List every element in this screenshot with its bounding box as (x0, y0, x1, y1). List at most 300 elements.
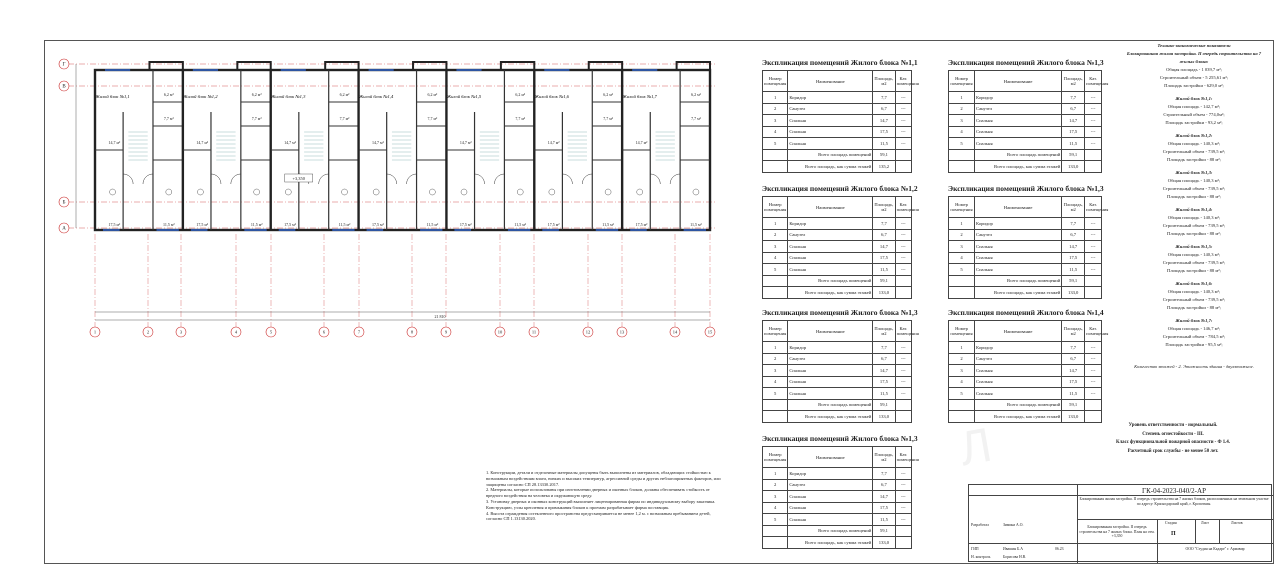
room-area: 17,5 (873, 376, 895, 388)
room-num: 5 (949, 138, 975, 150)
room-name: Спальня (975, 252, 1062, 264)
room-area: 11,5 (873, 138, 895, 150)
tep-block-line: Строительный объем - 774,0м³; (1163, 112, 1225, 117)
room-area: 17,5 (873, 126, 895, 138)
room-cat: --- (895, 342, 911, 354)
room-marker (693, 189, 699, 195)
technical-economic-indicators (1124, 42, 1264, 371)
room-num: 4 (763, 126, 788, 138)
total-floor-label: Всего площадь помещений (788, 399, 873, 411)
room-name: Спальня (975, 388, 1062, 400)
room-area: 17,5 (1062, 376, 1085, 388)
tep-general-line: Общая площадь - 1 039,7 м²; (1166, 67, 1222, 72)
explication-table-title: Экспликация помещений Жилого блока №1,3 (762, 434, 918, 443)
tep-block-line: Площадь застройки - 88 м²; (1167, 194, 1221, 199)
room-name: Спальня (788, 126, 873, 138)
room-area-label: 6,2 м² (427, 92, 438, 97)
room-cat: --- (895, 388, 911, 400)
room-cat: --- (895, 264, 911, 276)
table-total-floor (763, 525, 912, 537)
room-num: 2 (763, 229, 788, 241)
total-floor-label: Всего площадь помещений (975, 149, 1062, 161)
room-area-label: 7,7 м² (603, 116, 613, 121)
tep-block-name: Жилой блок №1,6: (1175, 281, 1213, 286)
table-row (949, 229, 1102, 241)
room-num: 4 (949, 376, 975, 388)
total-label: Всего площадь, как сумма этажей (788, 161, 873, 173)
total-floor-value: 59,1 (1062, 149, 1085, 161)
explication-table (948, 58, 1109, 173)
room-area: 6,7 (1062, 229, 1085, 241)
room-name: Санузел (975, 103, 1062, 115)
room-marker (517, 189, 523, 195)
building-conditions (1078, 422, 1268, 456)
tep-block-name: Жилой блок №1,1: (1175, 96, 1213, 101)
name-gip: Ивашин Б.А (1003, 547, 1023, 551)
tep-block-name: Жилой блок №1,4: (1175, 207, 1213, 212)
room-name: Санузел (788, 479, 873, 491)
room-area: 11,5 (873, 264, 895, 276)
project-description: Блокированная жилая застройка. II очередь строительства на 7 жилых блоков, расположенных на земельном участке по адресу: Краснодарский край, г. Кропоткин. (1079, 497, 1269, 506)
tep-block-name: Жилой блок №1,3: (1175, 170, 1213, 175)
col-header-cat: Кат. помещения (895, 321, 911, 342)
tep-general-line: Площадь застройки - 629,0 м²; (1164, 83, 1224, 88)
room-num: 4 (763, 376, 788, 388)
axis-label: А (62, 226, 66, 232)
room-area-label: 7,7 м² (427, 116, 438, 121)
room-area: 11,5 (873, 388, 895, 400)
total-value: 133,0 (1062, 411, 1085, 423)
room-num: 1 (949, 342, 975, 354)
room-area-label: 17,5 м² (284, 222, 296, 227)
table-header-row (949, 71, 1102, 92)
axis-label: Г (62, 62, 66, 68)
axis-label: 14 (672, 329, 678, 335)
room-area: 14,7 (1062, 241, 1085, 253)
table-row (949, 252, 1102, 264)
table-row (763, 115, 912, 127)
room-area-label: 11,5 м² (250, 222, 263, 227)
axis-label: 2 (146, 329, 150, 335)
total-label: Всего площадь, как сумма этажей (975, 287, 1062, 299)
room-name: Коридор (788, 342, 873, 354)
room-cat: --- (1085, 126, 1102, 138)
room-name: Спальня (975, 126, 1062, 138)
table-row (949, 264, 1102, 276)
table-total-floor (763, 149, 912, 161)
room-num: 1 (949, 218, 975, 230)
door-swing (319, 174, 329, 184)
room-area: 14,7 (1062, 115, 1085, 127)
room-num: 3 (763, 365, 788, 377)
tep-block-line: Площадь застройки - 88 м²; (1167, 268, 1221, 273)
col-header-cat: Кат. помещения (895, 447, 911, 468)
table-header-row (763, 321, 912, 342)
table-header-row (763, 71, 912, 92)
table-row (763, 138, 912, 150)
condition-line: Класс функциональной пожарной опасности - Ф 1.4. (1116, 440, 1230, 445)
room-cat: --- (1085, 241, 1102, 253)
room-name: Коридор (788, 92, 873, 104)
col-header-num: Номер помещения (949, 71, 975, 92)
col-header-area: Площадь, м2 (873, 197, 895, 218)
total-floor-value: 59,1 (873, 399, 895, 411)
tep-subtitle: Блокированная жилая застройка. II очередь строительства на 7 жилых блока: (1126, 51, 1262, 64)
room-name: Спальня (975, 115, 1062, 127)
explication-table (762, 308, 919, 423)
note-line: 2. Материалы, которые использованы при изготовлении дверных и оконных блоков, должны обеспечивать стойкость от вредного воздействия на человека и окружающую среду. (486, 487, 710, 499)
tep-block-line: Строительный объем - 739,5 м³; (1162, 223, 1226, 228)
door-swing (387, 174, 397, 184)
room-cat: --- (1085, 264, 1102, 276)
table-row (763, 388, 912, 400)
room-cat: --- (895, 365, 911, 377)
axis-label: 8 (410, 329, 414, 335)
room-name: Санузел (788, 103, 873, 115)
table-row (763, 342, 912, 354)
col-header-num: Номер помещения (949, 197, 975, 218)
room-cat: --- (895, 479, 911, 491)
note-line: 3. Установку дверных и оконных конструкций выполняет лицензированная фирма по индивидуальному выбору заказчика. Конструкцию, узлы крепления и примыкания блоков к проемам разрабатывает фирма поставщик. (486, 498, 716, 510)
col-header-area: Площадь, м2 (873, 447, 895, 468)
date: 06.23 (1055, 547, 1064, 551)
explication-table (762, 184, 919, 299)
room-area-label: 14,7 м² (372, 140, 384, 145)
room-cat: --- (1085, 103, 1102, 115)
room-name: Санузел (788, 353, 873, 365)
room-name: Коридор (788, 218, 873, 230)
table-row (763, 252, 912, 264)
col-header-name: Наименование (975, 321, 1062, 342)
room-area: 6,7 (873, 103, 895, 115)
name-normcontrol: Борисова Н.В. (1003, 555, 1027, 559)
room-cat: --- (895, 126, 911, 138)
tep-title: Технико-экономические показатели (1157, 43, 1231, 48)
room-num: 5 (763, 138, 788, 150)
room-area-label: 14,7 м² (284, 140, 296, 145)
room-cat: --- (895, 514, 911, 526)
axis-label: 15 (707, 329, 713, 335)
room-area: 6,7 (873, 353, 895, 365)
table-row (763, 241, 912, 253)
tep-block-line: Общая площадь - 140,3 м²; (1167, 215, 1221, 220)
axis-label: 9 (444, 329, 448, 335)
room-area: 11,5 (1062, 264, 1085, 276)
room-name: Спальня (975, 365, 1062, 377)
room-area: 7,7 (873, 342, 895, 354)
total-floor-value: 59,1 (1062, 275, 1085, 287)
room-cat: --- (895, 229, 911, 241)
tep-block-line: Общая площадь - 146,7 м²; (1167, 326, 1221, 331)
col-header-cat: Кат. помещения (895, 197, 911, 218)
tep-block-line: Площадь застройки - 93,2 м²; (1165, 120, 1223, 125)
table-total (763, 411, 912, 423)
room-cat: --- (1085, 342, 1102, 354)
axis-label: 6 (322, 329, 326, 335)
room-marker (285, 189, 291, 195)
room-num: 1 (763, 342, 788, 354)
room-area: 7,7 (1062, 92, 1085, 104)
room-area-label: 14,7 м² (108, 140, 121, 145)
room-name: Спальня (788, 388, 873, 400)
tep-block-line: Площадь застройки - 88 м²; (1167, 231, 1221, 236)
axis-label: 5 (269, 329, 273, 335)
room-area-label: 6,2 м² (339, 92, 350, 97)
explication-table-title: Экспликация помещений Жилого блока №1,3 (948, 184, 1104, 193)
table-row (949, 92, 1102, 104)
watermark: Л (955, 418, 996, 477)
total-floor-label: Всего площадь помещений (788, 275, 873, 287)
table-row (949, 353, 1102, 365)
room-cat: --- (895, 241, 911, 253)
room-area: 14,7 (873, 365, 895, 377)
room-area-label: 17,5 м² (108, 222, 121, 227)
room-num: 1 (949, 92, 975, 104)
room-name: Спальня (788, 514, 873, 526)
axis-label: 4 (234, 329, 238, 335)
tep-general (1124, 66, 1264, 90)
total-value: 133,0 (1062, 287, 1085, 299)
room-area: 11,5 (1062, 388, 1085, 400)
room-name: Спальня (788, 252, 873, 264)
block-label: Жилой блок №1,1 (95, 94, 130, 99)
col-header-area: Площадь, м2 (873, 321, 895, 342)
tep-block-line: Площадь застройки - 95,5 м²; (1165, 342, 1223, 347)
table-total-floor (949, 275, 1102, 287)
axis-label: 12 (585, 329, 591, 335)
table-row (949, 342, 1102, 354)
room-num: 2 (763, 479, 788, 491)
tep-block-line: Общая площадь - 140,3 м²; (1167, 178, 1221, 183)
total-floor-label: Всего площадь помещений (975, 399, 1062, 411)
room-area: 11,5 (1062, 138, 1085, 150)
room-area: 11,5 (873, 514, 895, 526)
col-header-area: Площадь, м2 (1062, 321, 1085, 342)
room-name: Спальня (788, 376, 873, 388)
condition-line: Степень огнестойкости - III. (1142, 431, 1204, 437)
room-area-label: 14,7 м² (635, 140, 648, 145)
room-name: Спальня (788, 138, 873, 150)
room-num: 2 (763, 353, 788, 365)
tep-block-line: Общая площадь - 140,3 м²; (1167, 289, 1221, 294)
room-cat: --- (1085, 353, 1102, 365)
room-name: Спальня (975, 138, 1062, 150)
room-name: Санузел (788, 229, 873, 241)
room-num: 5 (763, 388, 788, 400)
room-area-label: 17,5 м² (635, 222, 648, 227)
room-cat: --- (895, 252, 911, 264)
axis-label: Б (62, 200, 66, 206)
table-row (763, 491, 912, 503)
table-row (763, 264, 912, 276)
total-label: Всего площадь, как сумма этажей (975, 411, 1062, 423)
col-header-cat: Кат. помещения (1085, 321, 1102, 342)
door-swing (562, 174, 572, 184)
door-swing (231, 174, 241, 184)
room-name: Спальня (788, 491, 873, 503)
role-gip: ГИП (971, 547, 979, 551)
room-marker (166, 189, 172, 195)
dimension-text: 21 810 (434, 314, 446, 319)
door-swing (475, 174, 485, 184)
room-name: Спальня (788, 502, 873, 514)
room-num: 2 (763, 103, 788, 115)
condition-line: Уровень ответственности - нормальный. (1128, 423, 1218, 428)
room-area-label: 7,7 м² (339, 116, 350, 121)
tep-block-line: Площадь застройки - 88 м²; (1167, 157, 1221, 162)
col-header-num: Номер помещения (763, 321, 788, 342)
explication-table (762, 434, 919, 549)
room-area-label: 7,7 м² (515, 116, 526, 121)
room-name: Санузел (975, 229, 1062, 241)
room-cat: --- (895, 502, 911, 514)
col-header-cat: Кат. помещения (895, 71, 911, 92)
total-value: 133,0 (1062, 161, 1085, 173)
name-developer: Зимина А.О. (1003, 523, 1024, 527)
total-label: Всего площадь, как сумма этажей (975, 161, 1062, 173)
block-label: Жилой блок №1,3 (271, 94, 306, 99)
room-area: 6,7 (873, 229, 895, 241)
room-area: 7,7 (1062, 218, 1085, 230)
room-area: 17,5 (873, 502, 895, 514)
room-num: 2 (949, 353, 975, 365)
room-num: 5 (763, 514, 788, 526)
col-header-num: Номер помещения (763, 71, 788, 92)
tep-block-name: Жилой блок №1,7: (1175, 318, 1213, 323)
room-area: 14,7 (873, 491, 895, 503)
total-value: 135,2 (873, 161, 895, 173)
tep-general-line: Строительный объем - 5 255,61 м³; (1159, 75, 1229, 80)
room-cat: --- (1085, 388, 1102, 400)
room-cat: --- (895, 491, 911, 503)
room-marker (254, 189, 260, 195)
tep-block-line: Строительный объем - 739,5 м³; (1162, 260, 1226, 265)
table-row (763, 103, 912, 115)
tep-blocks (1124, 95, 1264, 349)
general-notes (486, 470, 726, 522)
tep-block-line: Строительный объем - 739,5 м³; (1162, 149, 1226, 154)
room-cat: --- (1085, 365, 1102, 377)
floor-plan (50, 52, 730, 352)
room-name: Коридор (788, 468, 873, 480)
col-header-cat: Кат. помещения (1085, 71, 1102, 92)
table-total (949, 287, 1102, 299)
total-floor-value: 59,1 (1062, 399, 1085, 411)
title-block-stamp (968, 484, 1272, 562)
tep-block-line: Общая площадь - 140,3 м²; (1167, 141, 1221, 146)
room-marker (429, 189, 435, 195)
room-area: 6,7 (873, 479, 895, 491)
total-value: 133,0 (873, 287, 895, 299)
door-swing (650, 174, 660, 184)
room-num: 2 (949, 229, 975, 241)
table-row (763, 218, 912, 230)
tep-block-line: Общая площадь - 142,7 м²; (1167, 104, 1221, 109)
table-header-row (949, 321, 1102, 342)
table-row (763, 92, 912, 104)
room-marker (373, 189, 379, 195)
col-header-name: Наименование (788, 197, 873, 218)
table-header-row (949, 197, 1102, 218)
room-area-label: 17,5 м² (547, 222, 560, 227)
room-area-label: 7,7 м² (691, 116, 701, 121)
total-floor-value: 59,1 (873, 275, 895, 287)
table-header-row (763, 197, 912, 218)
explication-table-title: Экспликация помещений Жилого блока №1,2 (762, 184, 918, 193)
room-area: 14,7 (873, 115, 895, 127)
room-num: 5 (949, 264, 975, 276)
room-cat: --- (895, 353, 911, 365)
explication-table (948, 184, 1109, 299)
room-num: 5 (763, 264, 788, 276)
col-header-area: Площадь, м2 (873, 71, 895, 92)
room-marker (549, 189, 555, 195)
tep-block-line: Площадь застройки - 88 м²; (1167, 305, 1221, 310)
room-area-label: 11,5 м² (163, 222, 175, 227)
room-area-label: 7,7 м² (251, 116, 262, 121)
explication-table-title: Экспликация помещений Жилого блока №1,3 (762, 308, 918, 317)
room-marker (461, 189, 467, 195)
table-row (949, 376, 1102, 388)
col-header-name: Наименование (788, 447, 873, 468)
table-row (763, 376, 912, 388)
col-header-num: Номер помещения (763, 447, 788, 468)
room-cat: --- (1085, 229, 1102, 241)
door-swing (123, 174, 133, 184)
room-cat: --- (895, 115, 911, 127)
total-floor-label: Всего площадь помещений (788, 525, 873, 537)
axis-label: В (62, 84, 66, 90)
table-row (763, 514, 912, 526)
explication-table-title: Экспликация помещений Жилого блока №1,4 (948, 308, 1104, 317)
room-cat: --- (895, 468, 911, 480)
room-area: 7,7 (873, 218, 895, 230)
note-line: 1. Конструкции, детали и отделочные материалы допущены быть выполнены из материалов, обладающих стойкостью к возможным воздействиям влаги, низких и высоких температур, агрессивной среды и других неблагоприятных факторов, или защищены согласно СП 28.13330.2017. (486, 470, 721, 487)
room-area-label: 11,5 м² (426, 222, 439, 227)
table-row (949, 126, 1102, 138)
room-num: 3 (949, 115, 975, 127)
room-area: 14,7 (1062, 365, 1085, 377)
room-num: 4 (949, 252, 975, 264)
room-num: 1 (763, 92, 788, 104)
role-normcontrol: Н. контроль (971, 555, 991, 559)
room-num: 2 (949, 103, 975, 115)
room-num: 4 (949, 126, 975, 138)
table-total-floor (763, 275, 912, 287)
block-label: Жилой блок №1,2 (183, 94, 218, 99)
explication-table-title: Экспликация помещений Жилого блока №1,1 (762, 58, 918, 67)
room-area-label: 7,7 м² (163, 116, 174, 121)
table-row (763, 126, 912, 138)
block-label: Жилой блок №1,7 (622, 94, 657, 99)
col-header-area: Площадь, м2 (1062, 71, 1085, 92)
room-area-label: 17,5 м² (196, 222, 209, 227)
level-mark: +3,350 (292, 176, 305, 181)
condition-line: Расчетный срок службы - не менее 50 лет. (1127, 448, 1219, 454)
door-swing (582, 174, 592, 184)
room-name: Спальня (975, 264, 1062, 276)
block-label: Жилой блок №1,5 (446, 94, 482, 99)
room-area-label: 11,5 м² (602, 222, 614, 227)
sheet-title: Блокированная застройка. II очередь строительства на 7 жилых блока. План на отм. +3,350 (1079, 525, 1155, 539)
room-marker (605, 189, 611, 195)
table-row (763, 468, 912, 480)
table-row (949, 138, 1102, 150)
room-area-label: 11,5 м² (338, 222, 351, 227)
room-num: 3 (949, 365, 975, 377)
room-num: 1 (763, 468, 788, 480)
room-num: 3 (763, 115, 788, 127)
